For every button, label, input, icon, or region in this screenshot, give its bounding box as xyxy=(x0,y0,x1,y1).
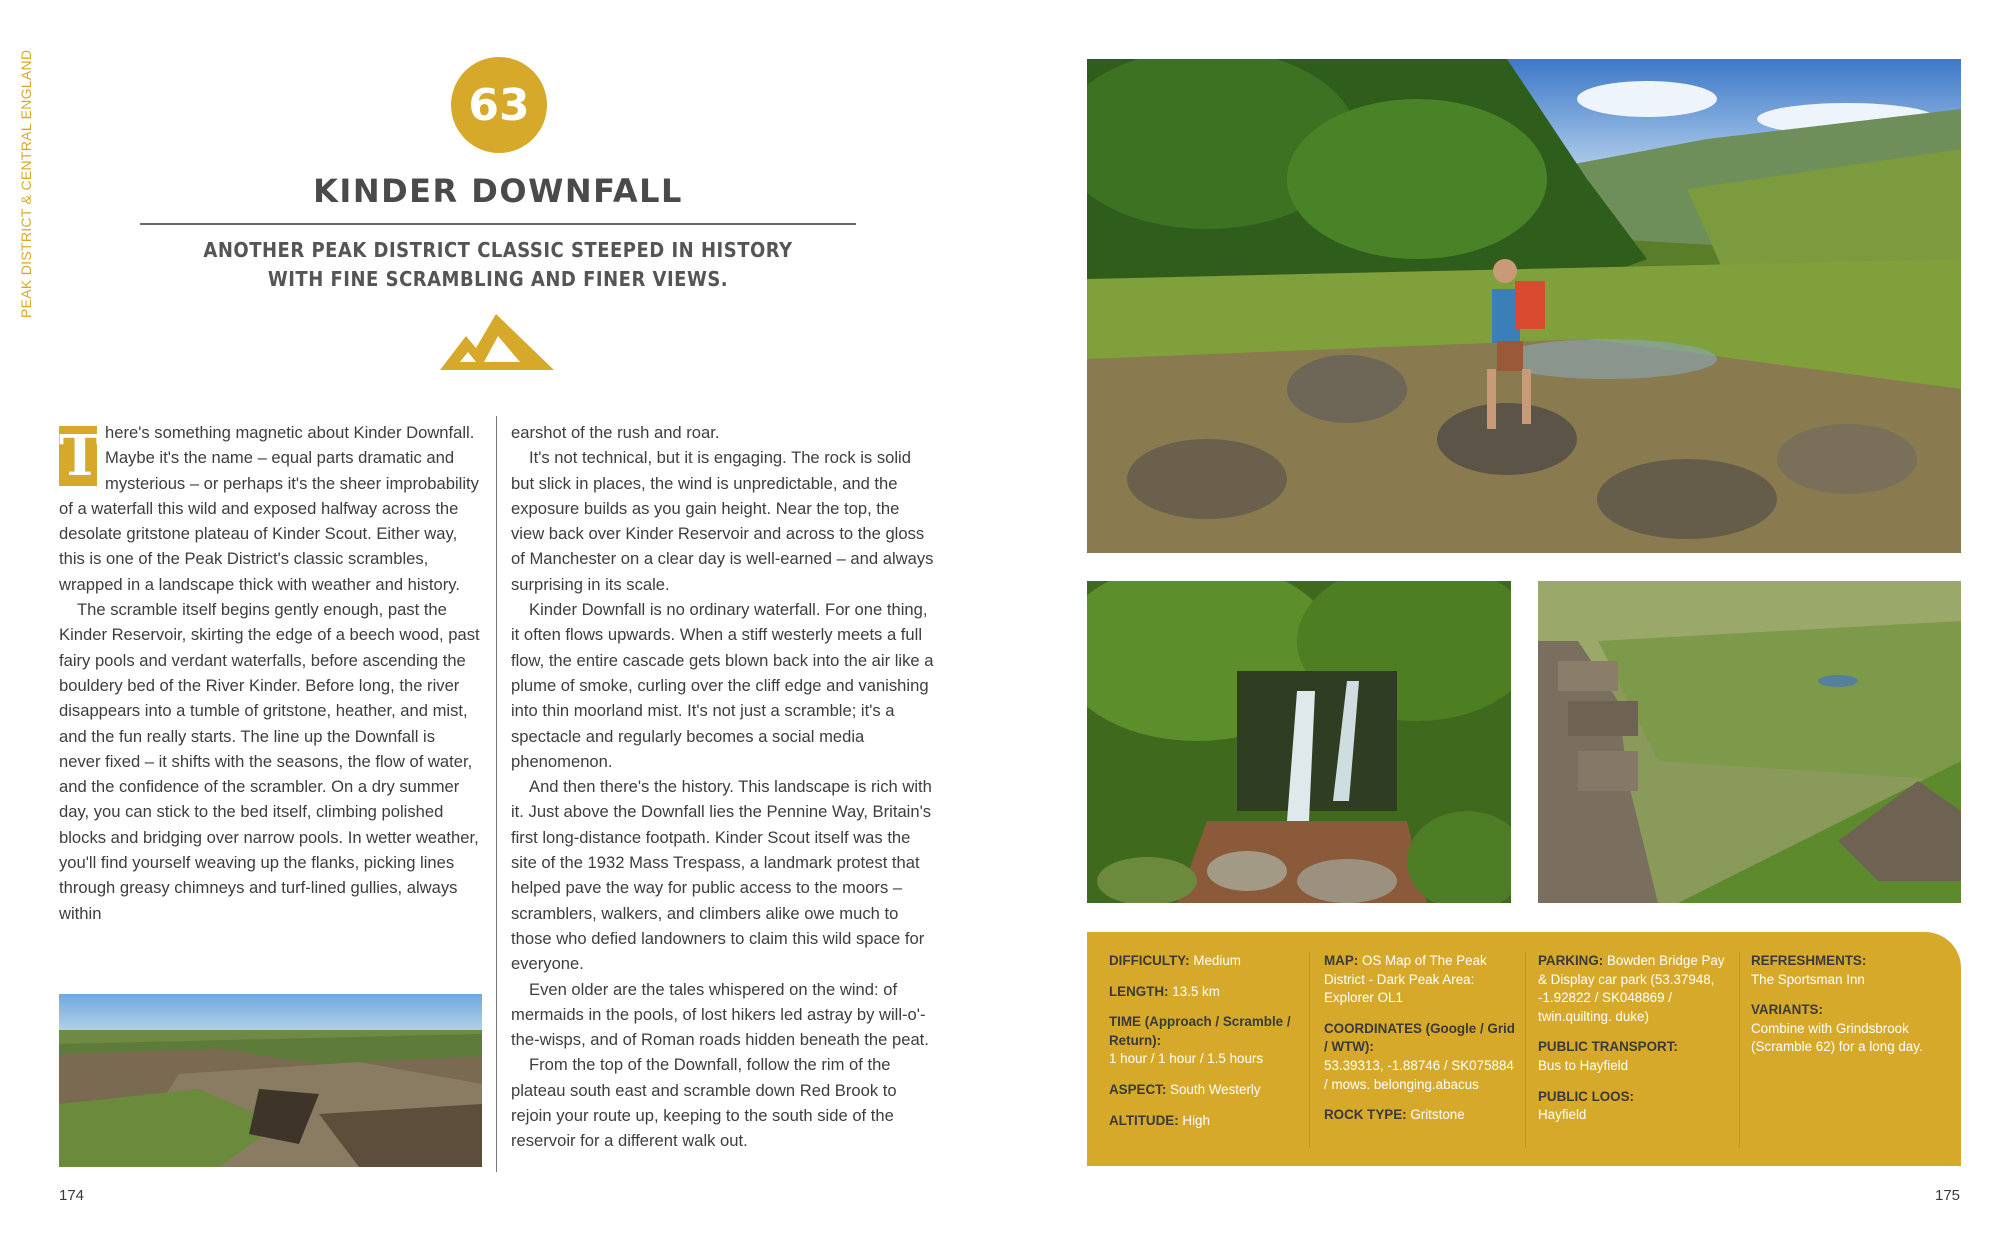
paragraph: earshot of the rush and roar. xyxy=(511,423,720,442)
title-divider xyxy=(140,223,856,225)
valley-view-photo xyxy=(1538,581,1961,903)
paragraph: Kinder Downfall is no ordinary waterfall. For one thing, it often flows upwards. When a stiff westerly meets a full flow, the entire cascade gets blown back into the air like a plume of smoke, curling over the cliff edge and vanishing into thin moorland mist. It's not just a scramble; it's a spectacle and regularly becomes a social media phenomenon. xyxy=(511,600,934,771)
coordinates-info: COORDINATES (Google / Grid / WTW): 53.39313, -1.88746 / SK075884 / mows. belonging.abacus xyxy=(1324,1020,1515,1092)
aspect-info: ASPECT: South Westerly xyxy=(1109,1081,1261,1097)
info-column-4 xyxy=(1751,952,1951,1069)
paragraph: And then there's the history. This landscape is rich with it. Just above the Downfall lies the Pennine Way, Britain's first long-distance footpath. Kinder Scout itself was the site of the 1932 Mass Trespass, a landmark protest that helped pave the way for public access to the moors – scramblers, walkers, and climbers alike owe much to those who defied landowners to claim this wild space for everyone. xyxy=(511,777,932,974)
info-column-2 xyxy=(1324,952,1520,1137)
paragraph: It's not technical, but it is engaging. The rock is solid but slick in places, the wind is unpredictable, and the exposure builds as you gain height. Near the top, the view back over Kinder Reservoir and across to the gloss of Manchester on a clear day is well-earned – and always surprising in its scale. xyxy=(511,448,934,594)
page-number-right: 175 xyxy=(1935,1187,1961,1204)
body-column-1 xyxy=(59,420,481,926)
variants-info: VARIANTS: Combine with Grindsbrook (Scramble 62) for a long day. xyxy=(1751,1002,1923,1055)
paragraph: From the top of the Downfall, follow the rim of the plateau south east and scramble down Red Brook to rejoin your route up, keeping to the south side of the reservoir for a different walk out. xyxy=(511,1055,897,1151)
column-divider xyxy=(496,416,497,1172)
info-divider xyxy=(1739,952,1740,1148)
body-column-2 xyxy=(511,420,935,1154)
info-divider xyxy=(1309,952,1310,1148)
length-info: LENGTH: 13.5 km xyxy=(1109,983,1220,999)
subtitle-line-2: WITH FINE SCRAMBLING AND FINER VIEWS. xyxy=(267,267,729,291)
route-number-badge: 63 xyxy=(451,57,547,153)
public-transport-info: PUBLIC TRANSPORT: Bus to Hayfield xyxy=(1538,1039,1678,1073)
plateau-photo xyxy=(59,994,482,1167)
subtitle-line-1: ANOTHER PEAK DISTRICT CLASSIC STEEPED IN HISTORY xyxy=(203,238,793,262)
page-title: KINDER DOWNFALL xyxy=(313,172,683,210)
paragraph: here's something magnetic about Kinder Downfall. Maybe it's the name – equal parts dramatic and mysterious – or perhaps it's the sheer improbability of a waterfall this wild and exposed halfway across the desolate gritstone plateau of Kinder Scout. Either way, this is one of the Peak District's classic scrambles, wrapped in a landscape thick with weather and history. xyxy=(59,423,479,594)
map-info: MAP: OS Map of The Peak District - Dark Peak Area: Explorer OL1 xyxy=(1324,953,1487,1006)
waterfall-photo xyxy=(1087,581,1511,903)
public-loos-info: PUBLIC LOOS: Hayfield xyxy=(1538,1088,1634,1123)
info-column-3 xyxy=(1538,952,1734,1137)
paragraph: The scramble itself begins gently enough, past the Kinder Reservoir, skirting the edge of a beech wood, past fairy pools and verdant waterfalls, before ascending the bouldery bed of the River Kinder. Before long, the river disappears into a tumble of gritstone, heather, and mist, and the fun really starts. The line up the Downfall is never fixed – it shifts with the seasons, the flow of water, and the confidence of the scrambler. On a dry summer day, you can stick to the bed itself, climbing polished blocks and bridging over narrow pools. In wetter weather, you'll find yourself weaving up the flanks, picking lines through greasy chimneys and turf-lined gullies, always within xyxy=(59,600,480,923)
altitude-info: ALTITUDE: High xyxy=(1109,1112,1210,1128)
parking-info: PARKING: Bowden Bridge Pay & Display car park (53.37948, -1.92822 / SK048869 / twin.quilting. duke) xyxy=(1538,953,1725,1024)
route-info-panel xyxy=(1087,932,1961,1166)
rock-type-info: ROCK TYPE: Gritstone xyxy=(1324,1107,1465,1123)
mountain-icon xyxy=(440,306,554,370)
difficulty-info: DIFFICULTY: Medium xyxy=(1109,953,1241,968)
refreshments-info: REFRESHMENTS: The Sportsman Inn xyxy=(1751,953,1867,987)
drop-cap: T xyxy=(59,423,101,489)
info-divider xyxy=(1525,952,1526,1148)
paragraph: Even older are the tales whispered on the wind: of mermaids in the pools, of lost hikers led astray by will-o'-the-wisps, and of Roman roads hidden beneath the peat. xyxy=(511,979,929,1050)
hiker-stream-photo xyxy=(1087,59,1961,553)
subtitle xyxy=(160,236,836,294)
time-info: TIME (Approach / Scramble / Return): 1 hour / 1 hour / 1.5 hours xyxy=(1109,1014,1291,1067)
section-label: PEAK DISTRICT & CENTRAL ENGLAND xyxy=(18,49,34,318)
page-number-left: 174 xyxy=(59,1187,85,1204)
info-column-1 xyxy=(1109,952,1305,1142)
